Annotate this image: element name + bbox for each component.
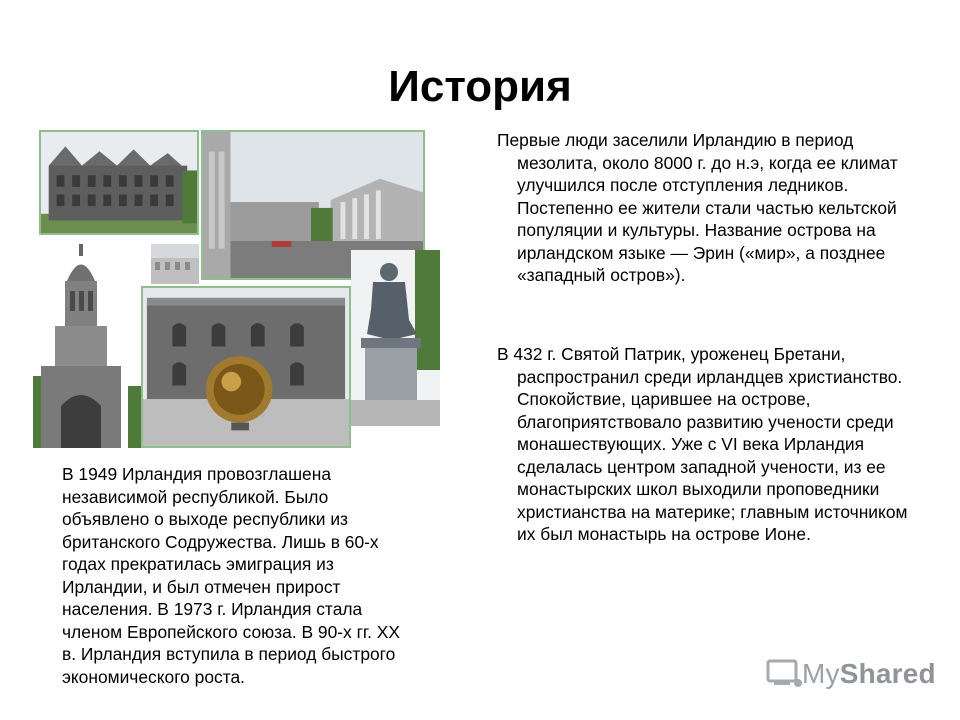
photo-statue <box>351 250 440 426</box>
photo-library-sphere <box>141 286 351 448</box>
slide-title: История <box>388 62 572 111</box>
photo-collage <box>33 126 440 448</box>
paragraph-prehistory: Первые люди заселили Ирландию в период мезолита, около 8000 г. до н.э, когда ее климат улучшился после отступления ледников. Постепенно ее жители стали частью кельтской популяции и культуры. Название острова на ирландском языке — Эрин («мир», а позднее «западный остров»). <box>497 130 898 285</box>
photo-campanile <box>33 236 141 448</box>
watermark-text: MyShared <box>802 658 936 689</box>
paragraph-christianity: В 432 г. Святой Патрик, уроженец Бретани, распространил среди ирландцев христианство. Спокойствие, царившее на острове, благоприятствовало развитию учености среди монашествующих. Уже с VI века Ирландия сделалась центром западной учености, из ее монастырских школ выходили проповедники христианства на материке; главным источником их был монастырь на острове Ионе. <box>497 344 908 544</box>
photo-building-strip <box>151 244 199 284</box>
photo-gothic-building <box>39 130 199 235</box>
paragraph-republic: В 1949 Ирландия провозглашена независимой республикой. Было объявлено о выходе республики из британского Содружества. Лишь в 60-х годах прекратилась эмиграция из Ирландии, и был отмечен прирост населения. В 1973 г. Ирландия стала членом Европейского союза. В 90-х гг. XX в. Ирландия вступила в период быстрого экономического роста. <box>62 464 400 687</box>
myshared-watermark <box>766 656 936 692</box>
projector-logo-icon <box>766 659 802 689</box>
